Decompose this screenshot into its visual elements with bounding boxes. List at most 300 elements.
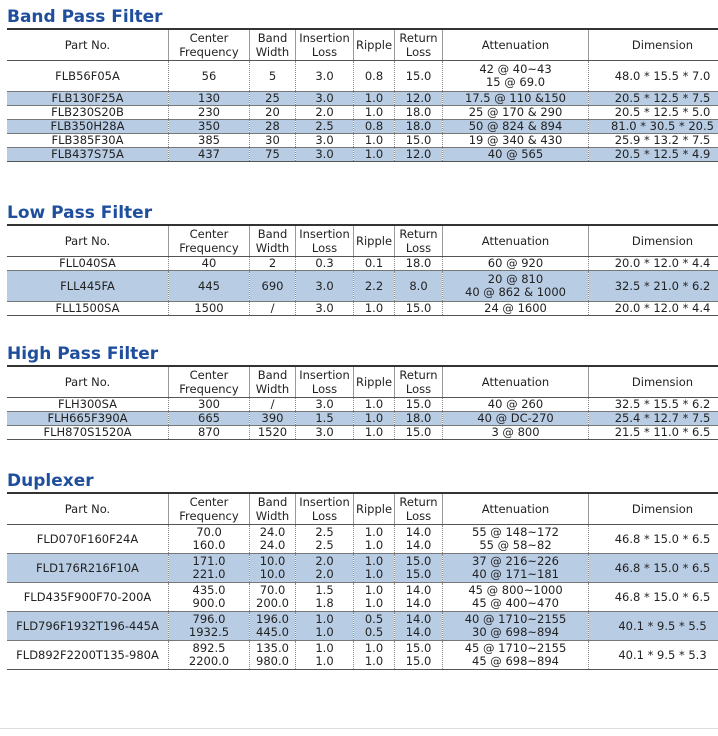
part-no-cell: FLL040SA	[7, 257, 169, 271]
ripple-cell	[354, 61, 395, 92]
part-no-cell: FLL445FA	[7, 271, 169, 302]
insertion-loss-cell	[296, 525, 354, 554]
cell-line: 690	[261, 278, 284, 293]
band-width-cell	[250, 271, 296, 302]
header-center-frequency	[169, 366, 250, 398]
part-no-cell: FLB130F25A	[7, 92, 169, 106]
band-width-cell	[250, 120, 296, 134]
center-frequency-cell	[169, 106, 250, 120]
cell-line: 1.0	[364, 411, 384, 425]
cell-line: 50 @ 824 & 894	[468, 119, 563, 133]
center-frequency-cell	[169, 412, 250, 426]
attenuation-cell	[443, 120, 589, 134]
cell-line: 1.5	[315, 411, 334, 425]
ripple-cell	[354, 426, 395, 440]
cell-line: 45 @ 800~1000	[468, 583, 563, 597]
spec-table	[7, 492, 718, 670]
cell-line: 15.0	[405, 654, 432, 668]
cell-line: 3.0	[315, 68, 334, 83]
cell-line: 980.0	[256, 654, 289, 668]
cell-line: 24.0	[259, 525, 286, 539]
cell-line: 3.0	[315, 147, 334, 161]
header-part-no: Part No.	[7, 225, 169, 257]
dimension-cell: 21.5 * 11.0 * 6.5	[589, 426, 718, 440]
cell-line: 17.5 @ 110 &150	[465, 91, 566, 105]
center-frequency-cell	[169, 61, 250, 92]
table-row	[7, 61, 718, 92]
insertion-loss-cell	[296, 61, 354, 92]
cell-line: 900.0	[192, 596, 226, 610]
cell-line: 300	[198, 397, 220, 411]
center-frequency-cell	[169, 612, 250, 641]
center-frequency-cell	[169, 426, 250, 440]
header-attenuation: Attenuation	[443, 225, 589, 257]
section-title: Low Pass Filter	[7, 203, 153, 223]
dimension-cell: 40.1 * 9.5 * 5.3	[589, 641, 718, 670]
cell-line: 15.0	[405, 425, 432, 439]
cell-line: Loss	[311, 509, 338, 523]
dimension-cell: 48.0 * 15.5 * 7.0	[589, 61, 718, 92]
cell-line: 15.0	[405, 554, 432, 568]
attenuation-cell	[443, 148, 589, 162]
cell-line: 40 @ 171~181	[472, 567, 559, 581]
header-dimension: Dimension	[589, 493, 718, 525]
return-loss-cell	[395, 61, 443, 92]
table-row	[7, 120, 718, 134]
cell-line: Frequency	[179, 45, 239, 59]
section-high-pass-filter	[7, 343, 713, 440]
cell-line: Frequency	[179, 509, 239, 523]
header-attenuation: Attenuation	[443, 29, 589, 61]
cell-line: 12.0	[405, 91, 432, 105]
cell-line: 18.0	[405, 256, 432, 270]
attenuation-cell	[443, 583, 589, 612]
band-width-cell	[250, 92, 296, 106]
cell-line: 30	[265, 133, 280, 147]
table-row	[7, 92, 718, 106]
cell-line: Center	[189, 31, 229, 45]
cell-line: Center	[189, 368, 229, 382]
center-frequency-cell	[169, 398, 250, 412]
cell-line: 1.0	[364, 538, 384, 552]
cell-line: 196.0	[256, 612, 289, 626]
header-return-loss	[395, 366, 443, 398]
dimension-cell: 32.5 * 21.0 * 6.2	[589, 271, 718, 302]
dimension-cell: 40.1 * 9.5 * 5.5	[589, 612, 718, 641]
cell-line: Loss	[311, 382, 338, 396]
cell-line: 75	[265, 147, 280, 161]
cell-line: /	[270, 397, 275, 411]
table-row	[7, 106, 718, 120]
cell-line: 2.0	[315, 567, 334, 581]
attenuation-cell	[443, 641, 589, 670]
section-duplexer	[7, 470, 713, 670]
center-frequency-cell	[169, 583, 250, 612]
cell-line: 15.0	[405, 68, 432, 83]
header-row	[7, 29, 718, 61]
cell-line: 55 @ 58~82	[479, 538, 552, 552]
table-row	[7, 302, 718, 316]
band-width-cell	[250, 302, 296, 316]
cell-line: Width	[255, 509, 290, 523]
cell-line: 5	[268, 68, 277, 83]
ripple-cell	[354, 120, 395, 134]
return-loss-cell	[395, 120, 443, 134]
header-band-width	[250, 493, 296, 525]
table-row	[7, 554, 718, 583]
cell-line: 1.0	[364, 596, 384, 610]
header-ripple: Ripple	[354, 225, 395, 257]
insertion-loss-cell	[296, 641, 354, 670]
cell-line: 10.0	[259, 567, 286, 581]
header-row	[7, 225, 718, 257]
cell-line: Width	[255, 45, 290, 59]
cell-line: 2.0	[315, 105, 334, 119]
cell-line: 45 @ 1710~2155	[464, 641, 567, 655]
cell-line: 1.8	[315, 596, 334, 610]
cell-line: 3.0	[315, 278, 334, 293]
cell-line: Insertion	[299, 31, 350, 45]
insertion-loss-cell	[296, 106, 354, 120]
dimension-cell: 20.0 * 12.0 * 4.4	[589, 257, 718, 271]
table-row	[7, 612, 718, 641]
ripple-cell	[354, 92, 395, 106]
cell-line: 1.0	[315, 612, 334, 626]
band-width-cell	[250, 525, 296, 554]
cell-line: Frequency	[179, 241, 239, 255]
cell-line: 1.0	[364, 641, 384, 655]
band-width-cell	[250, 554, 296, 583]
insertion-loss-cell	[296, 271, 354, 302]
dimension-cell: 25.4 * 12.7 * 7.5	[589, 412, 718, 426]
ripple-cell	[354, 641, 395, 670]
dimension-cell: 81.0 * 30.5 * 20.5	[589, 120, 718, 134]
cell-line: 160.0	[192, 538, 226, 552]
return-loss-cell	[395, 583, 443, 612]
part-no-cell: FLD070F160F24A	[7, 525, 169, 554]
dimension-cell: 25.9 * 13.2 * 7.5	[589, 134, 718, 148]
cell-line: 3 @ 800	[491, 425, 540, 439]
header-band-width	[250, 29, 296, 61]
part-no-cell: FLD796F1932T196-445A	[7, 612, 169, 641]
cell-line: 1.0	[315, 641, 334, 655]
ripple-cell	[354, 583, 395, 612]
cell-line: 385	[198, 133, 220, 147]
section-title: High Pass Filter	[7, 344, 159, 364]
dimension-cell: 20.5 * 12.5 * 7.5	[589, 92, 718, 106]
header-part-no: Part No.	[7, 366, 169, 398]
cell-line: 1.0	[364, 397, 384, 411]
cell-line: 18.0	[405, 411, 432, 425]
attenuation-cell	[443, 426, 589, 440]
attenuation-cell	[443, 257, 589, 271]
part-no-cell: FLH665F390A	[7, 412, 169, 426]
cell-line: 1.0	[315, 654, 334, 668]
cell-line: 1.0	[364, 105, 384, 119]
header-dimension: Dimension	[589, 225, 718, 257]
header-return-loss	[395, 225, 443, 257]
table-row	[7, 641, 718, 670]
cell-line: 1.0	[364, 567, 384, 581]
cell-line: 70.0	[196, 525, 222, 539]
ripple-cell	[354, 257, 395, 271]
cell-line: Return	[399, 227, 438, 241]
center-frequency-cell	[169, 525, 250, 554]
cell-line: 0.8	[364, 68, 384, 83]
center-frequency-cell	[169, 257, 250, 271]
cell-line: Return	[399, 368, 438, 382]
cell-line: 1.0	[364, 554, 384, 568]
cell-line: 445.0	[256, 625, 289, 639]
attenuation-cell	[443, 106, 589, 120]
cell-line: 2.2	[364, 278, 384, 293]
section-band-pass-filter	[7, 6, 713, 162]
insertion-loss-cell	[296, 426, 354, 440]
cell-line: 350	[198, 119, 220, 133]
cell-line: 42 @ 40~43	[479, 62, 552, 76]
cell-line: Insertion	[299, 368, 350, 382]
cell-line: 40 @ 862 & 1000	[465, 285, 566, 299]
cell-line: 40	[201, 256, 217, 270]
part-no-cell: FLB56F05A	[7, 61, 169, 92]
header-ripple: Ripple	[354, 29, 395, 61]
cell-line: 70.0	[259, 583, 286, 597]
cell-line: 1.0	[364, 301, 384, 315]
table-row	[7, 148, 718, 162]
attenuation-cell	[443, 271, 589, 302]
part-no-cell: FLH300SA	[7, 398, 169, 412]
return-loss-cell	[395, 148, 443, 162]
cell-line: Insertion	[299, 227, 350, 241]
header-band-width	[250, 225, 296, 257]
cell-line: 892.5	[192, 641, 226, 655]
cell-line: 19 @ 340 & 430	[468, 133, 563, 147]
cell-line: 2200.0	[188, 654, 230, 668]
cell-line: Insertion	[299, 495, 350, 509]
insertion-loss-cell	[296, 120, 354, 134]
table-row	[7, 525, 718, 554]
table-row	[7, 412, 718, 426]
cell-line: 24.0	[259, 538, 286, 552]
ripple-cell	[354, 271, 395, 302]
cell-line: 2.5	[315, 525, 334, 539]
cell-line: 135.0	[256, 641, 289, 655]
cell-line: 0.1	[364, 256, 384, 270]
cell-line: 15.0	[405, 397, 432, 411]
table-row	[7, 134, 718, 148]
header-part-no: Part No.	[7, 29, 169, 61]
center-frequency-cell	[169, 271, 250, 302]
header-row	[7, 366, 718, 398]
header-ripple: Ripple	[354, 366, 395, 398]
cell-line: 28	[265, 119, 280, 133]
header-dimension: Dimension	[589, 366, 718, 398]
cell-line: 40 @ 565	[487, 147, 544, 161]
cell-line: 14.0	[405, 538, 432, 552]
cell-line: 12.0	[405, 147, 432, 161]
part-no-cell: FLB230S20B	[7, 106, 169, 120]
cell-line: 60 @ 920	[487, 256, 544, 270]
insertion-loss-cell	[296, 398, 354, 412]
cell-line: 0.5	[364, 625, 384, 639]
cell-line: 14.0	[405, 625, 432, 639]
cell-line: 15.0	[405, 133, 432, 147]
spec-table	[7, 365, 718, 440]
band-width-cell	[250, 257, 296, 271]
header-center-frequency	[169, 225, 250, 257]
cell-line: Width	[255, 241, 290, 255]
cell-line: 230	[198, 105, 220, 119]
return-loss-cell	[395, 257, 443, 271]
header-return-loss	[395, 493, 443, 525]
cell-line: 3.0	[315, 133, 334, 147]
attenuation-cell	[443, 61, 589, 92]
return-loss-cell	[395, 134, 443, 148]
center-frequency-cell	[169, 554, 250, 583]
return-loss-cell	[395, 641, 443, 670]
insertion-loss-cell	[296, 257, 354, 271]
cell-line: 1.5	[315, 583, 334, 597]
cell-line: Frequency	[179, 382, 239, 396]
header-return-loss	[395, 29, 443, 61]
cell-line: 1520	[257, 425, 288, 439]
part-no-cell: FLD435F900F70-200A	[7, 583, 169, 612]
cell-line: 2.5	[315, 119, 334, 133]
band-width-cell	[250, 148, 296, 162]
attenuation-cell	[443, 612, 589, 641]
cell-line: 18.0	[405, 105, 432, 119]
attenuation-cell	[443, 302, 589, 316]
part-no-cell: FLL1500SA	[7, 302, 169, 316]
cell-line: Loss	[311, 45, 338, 59]
cell-line: 25 @ 170 & 290	[468, 105, 563, 119]
header-band-width	[250, 366, 296, 398]
cell-line: Band	[257, 368, 288, 382]
dimension-cell: 46.8 * 15.0 * 6.5	[589, 525, 718, 554]
band-width-cell	[250, 134, 296, 148]
cell-line: Return	[399, 31, 438, 45]
cell-line: 37 @ 216~226	[472, 554, 559, 568]
cell-line: 10.0	[259, 554, 286, 568]
band-width-cell	[250, 612, 296, 641]
return-loss-cell	[395, 398, 443, 412]
cell-line: 3.0	[315, 301, 334, 315]
attenuation-cell	[443, 412, 589, 426]
attenuation-cell	[443, 525, 589, 554]
cell-line: 1.0	[364, 91, 384, 105]
cell-line: 0.5	[364, 612, 384, 626]
header-center-frequency	[169, 493, 250, 525]
header-part-no: Part No.	[7, 493, 169, 525]
return-loss-cell	[395, 426, 443, 440]
dimension-cell: 20.5 * 12.5 * 4.9	[589, 148, 718, 162]
table-row	[7, 583, 718, 612]
center-frequency-cell	[169, 120, 250, 134]
cell-line: 14.0	[405, 612, 432, 626]
cell-line: 15 @ 69.0	[485, 75, 546, 89]
ripple-cell	[354, 302, 395, 316]
cell-line: Loss	[405, 509, 432, 523]
cell-line: 15.0	[405, 641, 432, 655]
insertion-loss-cell	[296, 148, 354, 162]
cell-line: 45 @ 698~894	[472, 654, 559, 668]
return-loss-cell	[395, 612, 443, 641]
cell-line: Band	[257, 31, 288, 45]
table-row	[7, 398, 718, 412]
cell-line: 870	[198, 425, 220, 439]
band-width-cell	[250, 412, 296, 426]
footer-divider	[0, 728, 718, 729]
header-center-frequency	[169, 29, 250, 61]
return-loss-cell	[395, 302, 443, 316]
header-ripple: Ripple	[354, 493, 395, 525]
band-width-cell	[250, 583, 296, 612]
insertion-loss-cell	[296, 583, 354, 612]
ripple-cell	[354, 554, 395, 583]
cell-line: 435.0	[192, 583, 226, 597]
band-width-cell	[250, 398, 296, 412]
dimension-cell: 20.5 * 12.5 * 5.0	[589, 106, 718, 120]
cell-line: Loss	[311, 241, 338, 255]
cell-line: 1.0	[315, 625, 334, 639]
return-loss-cell	[395, 106, 443, 120]
dimension-cell: 46.8 * 15.0 * 6.5	[589, 583, 718, 612]
header-attenuation: Attenuation	[443, 366, 589, 398]
ripple-cell	[354, 148, 395, 162]
ripple-cell	[354, 106, 395, 120]
cell-line: 15.0	[405, 301, 432, 315]
table-row	[7, 257, 718, 271]
cell-line: 130	[198, 91, 220, 105]
ripple-cell	[354, 525, 395, 554]
band-width-cell	[250, 61, 296, 92]
cell-line: 0.8	[364, 119, 384, 133]
cell-line: 30 @ 698~894	[472, 625, 559, 639]
cell-line: 45 @ 400~470	[472, 596, 559, 610]
cell-line: 1.0	[364, 147, 384, 161]
cell-line: 445	[198, 278, 220, 293]
cell-line: 437	[198, 147, 220, 161]
cell-line: 18.0	[405, 119, 432, 133]
cell-line: 3.0	[315, 91, 334, 105]
cell-line: Loss	[405, 241, 432, 255]
cell-line: 221.0	[192, 567, 226, 581]
table-row	[7, 426, 718, 440]
cell-line: 14.0	[405, 525, 432, 539]
return-loss-cell	[395, 271, 443, 302]
insertion-loss-cell	[296, 134, 354, 148]
cell-line: 3.0	[315, 397, 334, 411]
attenuation-cell	[443, 398, 589, 412]
part-no-cell: FLH870S1520A	[7, 426, 169, 440]
cell-line: 1.0	[364, 525, 384, 539]
cell-line: Center	[189, 227, 229, 241]
header-insertion-loss	[296, 225, 354, 257]
center-frequency-cell	[169, 134, 250, 148]
cell-line: 0.3	[315, 256, 334, 270]
cell-line: 1.0	[364, 583, 384, 597]
ripple-cell	[354, 412, 395, 426]
section-title: Duplexer	[7, 471, 94, 491]
cell-line: 40 @ 1710~2155	[464, 612, 567, 626]
cell-line: 1932.5	[188, 625, 230, 639]
ripple-cell	[354, 398, 395, 412]
cell-line: 55 @ 148~172	[472, 525, 559, 539]
section-low-pass-filter	[7, 202, 713, 316]
center-frequency-cell	[169, 302, 250, 316]
spec-table	[7, 28, 718, 162]
part-no-cell: FLB437S75A	[7, 148, 169, 162]
